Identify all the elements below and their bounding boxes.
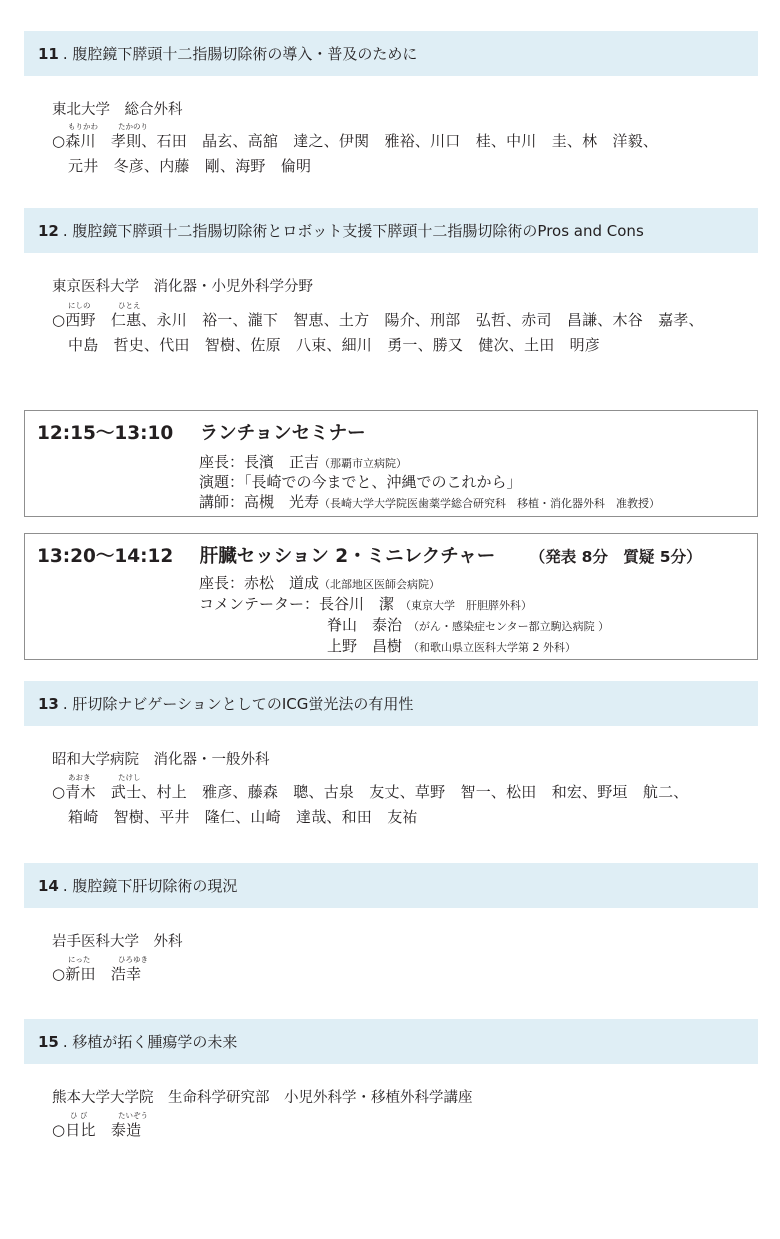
talk-12-authors-2: 中島 哲史、代田 智樹、佐原 八束、細川 勇一、勝又 健次、土田 明彦 — [68, 336, 601, 354]
luncheon-lecturer — [199, 491, 660, 512]
commentator-1 — [199, 593, 532, 614]
liver-chair — [199, 572, 440, 593]
talk-14-affiliation: 岩手医科大学 外科 — [52, 934, 183, 950]
ruby-reading: ひろゆき — [118, 955, 148, 964]
talk-11-affiliation: 東北大学 総合外科 — [52, 102, 183, 118]
session-note: （発表 8分 質疑 5分） — [529, 548, 702, 566]
commentator-prefix: コメンテーター： — [199, 595, 320, 613]
liver-session-heading — [37, 542, 702, 568]
talk-15-affiliation: 熊本大学大学院 生命科学研究部 小児外科学・移植外科学講座 — [52, 1090, 473, 1106]
talk-12-affiliation: 東京医科大学 消化器・小児外科学分野 — [52, 279, 313, 295]
talk-number: 14 — [38, 876, 59, 895]
commentator-name: 長谷川 潔 — [319, 595, 395, 613]
talk-title: . 肝切除ナビゲーションとしてのICG蛍光法の有用性 — [62, 695, 414, 713]
luncheon-heading — [37, 419, 366, 445]
commentator-2 — [327, 614, 609, 635]
chair-institution: （那覇市立病院） — [319, 457, 408, 470]
session-title: ランチョンセミナー — [199, 423, 366, 444]
talk-13-authors-1: ○青木 武士、村上 雅彦、藤森 聰、古泉 友丈、草野 智一、松田 和宏、野垣 航二、 — [52, 783, 689, 801]
luncheon-seminar-box — [24, 410, 758, 517]
luncheon-chair — [199, 451, 407, 472]
ruby-reading: にしの — [68, 301, 91, 310]
lecturer-institution: （長崎大学大学院医歯薬学総合研究科 移植・消化器外科 准教授） — [319, 497, 661, 510]
talk-13-header — [24, 681, 758, 726]
ruby-reading: たかのり — [118, 122, 148, 131]
talk-14-authors-1: ○新田 浩幸 — [52, 965, 142, 983]
talk-11-header — [24, 31, 758, 76]
ruby-reading: にった — [68, 955, 91, 964]
commentator-institution: （和歌山県立医科大学第 2 外科） — [408, 641, 577, 654]
chair-name: 座長：赤松 道成 — [199, 574, 320, 592]
talk-11-authors-2: 元井 冬彦、内藤 剛、海野 倫明 — [68, 157, 312, 175]
talk-11-authors-1: ○森川 孝則、石田 晶玄、高舘 達之、伊関 雅裕、川口 桂、中川 圭、林 洋毅、 — [52, 132, 659, 150]
talk-number: 11 — [38, 44, 59, 63]
commentator-institution: （東京大学 肝胆膵外科） — [400, 599, 533, 612]
ruby-reading: ひとえ — [118, 301, 141, 310]
session-title: 肝臓セッション 2・ミニレクチャー — [199, 546, 496, 567]
talk-title: . 移植が拓く腫瘍学の未来 — [62, 1033, 238, 1051]
luncheon-topic: 演題：「長崎での今までと、沖縄でのこれから」 — [199, 473, 522, 491]
talk-13-affiliation: 昭和大学病院 消化器・一般外科 — [52, 752, 270, 768]
talk-15-authors-1: ○日比 泰造 — [52, 1121, 142, 1139]
talk-15-header — [24, 1019, 758, 1064]
talk-12-header — [24, 208, 758, 253]
commentator-3 — [327, 635, 576, 656]
chair-name: 座長：長濱 正吉 — [199, 453, 320, 471]
talk-12-authors-1: ○西野 仁惠、永川 裕一、瀧下 智恵、土方 陽介、刑部 弘哲、赤司 昌謙、木谷 嘉孝、 — [52, 311, 704, 329]
session-time: 12:15～13:10 — [37, 423, 174, 444]
talk-number: 12 — [38, 221, 59, 240]
talk-number: 13 — [38, 694, 59, 713]
ruby-reading: たけし — [118, 773, 141, 782]
ruby-reading: あおき — [68, 773, 91, 782]
ruby-reading: たいぞう — [118, 1111, 148, 1120]
talk-13-authors-2: 箱崎 智樹、平井 隆仁、山崎 達哉、和田 友祐 — [68, 808, 418, 826]
talk-number: 15 — [38, 1032, 59, 1051]
commentator-name: 上野 昌樹 — [327, 637, 403, 655]
liver-session-box — [24, 533, 758, 660]
chair-institution: （北部地区医師会病院） — [319, 578, 441, 591]
commentator-institution: （がん・感染症センター都立駒込病院 ） — [408, 620, 610, 633]
commentator-name: 脊山 泰治 — [327, 616, 403, 634]
ruby-reading: もりかわ — [68, 122, 98, 131]
talk-title: . 腹腔鏡下肝切除術の現況 — [62, 877, 238, 895]
talk-title: . 腹腔鏡下膵頭十二指腸切除術の導入・普及のために — [62, 45, 418, 63]
talk-14-header — [24, 863, 758, 908]
talk-title: . 腹腔鏡下膵頭十二指腸切除術とロボット支援下膵頭十二指腸切除術のPros and Cons — [62, 222, 644, 240]
lecturer-name: 講師：高槻 光寿 — [199, 493, 320, 511]
ruby-reading: ひ び — [70, 1111, 88, 1120]
session-time: 13:20～14:12 — [37, 546, 174, 567]
